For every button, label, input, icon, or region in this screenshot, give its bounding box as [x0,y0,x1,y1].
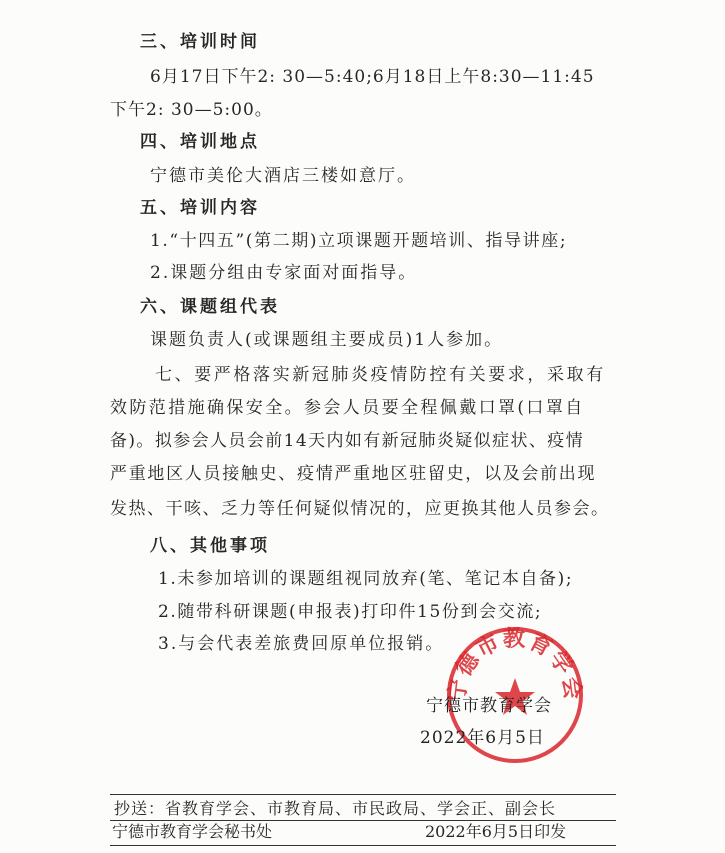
paragraph-line: 备)。拟参会人员会前14天内如有新冠肺炎疑似症状、疫情 [110,431,585,451]
section-heading-representatives: 六、课题组代表 [140,297,280,317]
section-heading-content: 五、培训内容 [140,198,260,218]
footer-top-rule [110,794,616,795]
signature-org: 宁德市教育学会 [426,696,552,716]
paragraph-line: 发热、干咳、乏力等任何疑似情况的，应更换其他人员参会。 [110,499,610,519]
paragraph-line: 宁德市美伦大酒店三楼如意厅。 [150,166,416,186]
list-item: 2.课题分组由专家面对面指导。 [150,263,418,283]
list-item: 3.与会代表差旅费回原单位报销。 [158,634,445,654]
list-item: 1.“十四五”(第二期)立项课题开题培训、指导讲座; [150,231,568,251]
paragraph-line: 下午2: 30—5:00。 [110,100,273,120]
signature-date: 2022年6月5日 [420,728,545,748]
list-item: 1.未参加培训的课题组视同放弃(笔、笔记本自备); [158,569,574,589]
footer-issuer: 宁德市教育学会秘书处 [112,822,273,841]
seal-text: 宁德市教育学会 [444,626,586,703]
list-item: 2.随带科研课题(申报表)打印件15份到会交流; [158,602,543,622]
paragraph-line: 严重地区人员接触史、疫情严重地区驻留史，以及会前出现 [110,464,597,484]
section-heading-time: 三、培训时间 [140,32,260,52]
paragraph-line: 效防范措施确保安全。参会人员要全程佩戴口罩(口罩自 [110,398,585,418]
paragraph-line: 6月17日下午2: 30—5:40;6月18日上午8:30—11:45 [150,67,595,87]
footer-issued-date: 2022年6月5日印发 [425,822,567,841]
paragraph-line: 七、要严格落实新冠肺炎疫情防控有关要求，采取有 [155,365,606,385]
section-heading-other: 八、其他事项 [150,536,270,556]
paragraph-line: 课题负责人(或课题组主要成员)1人参加。 [150,330,504,350]
footer-bottom-rule [110,845,616,846]
section-heading-location: 四、培训地点 [140,132,260,152]
footer-cc: 抄送：省教育学会、市教育局、市民政局、学会正、副会长 [114,799,557,818]
